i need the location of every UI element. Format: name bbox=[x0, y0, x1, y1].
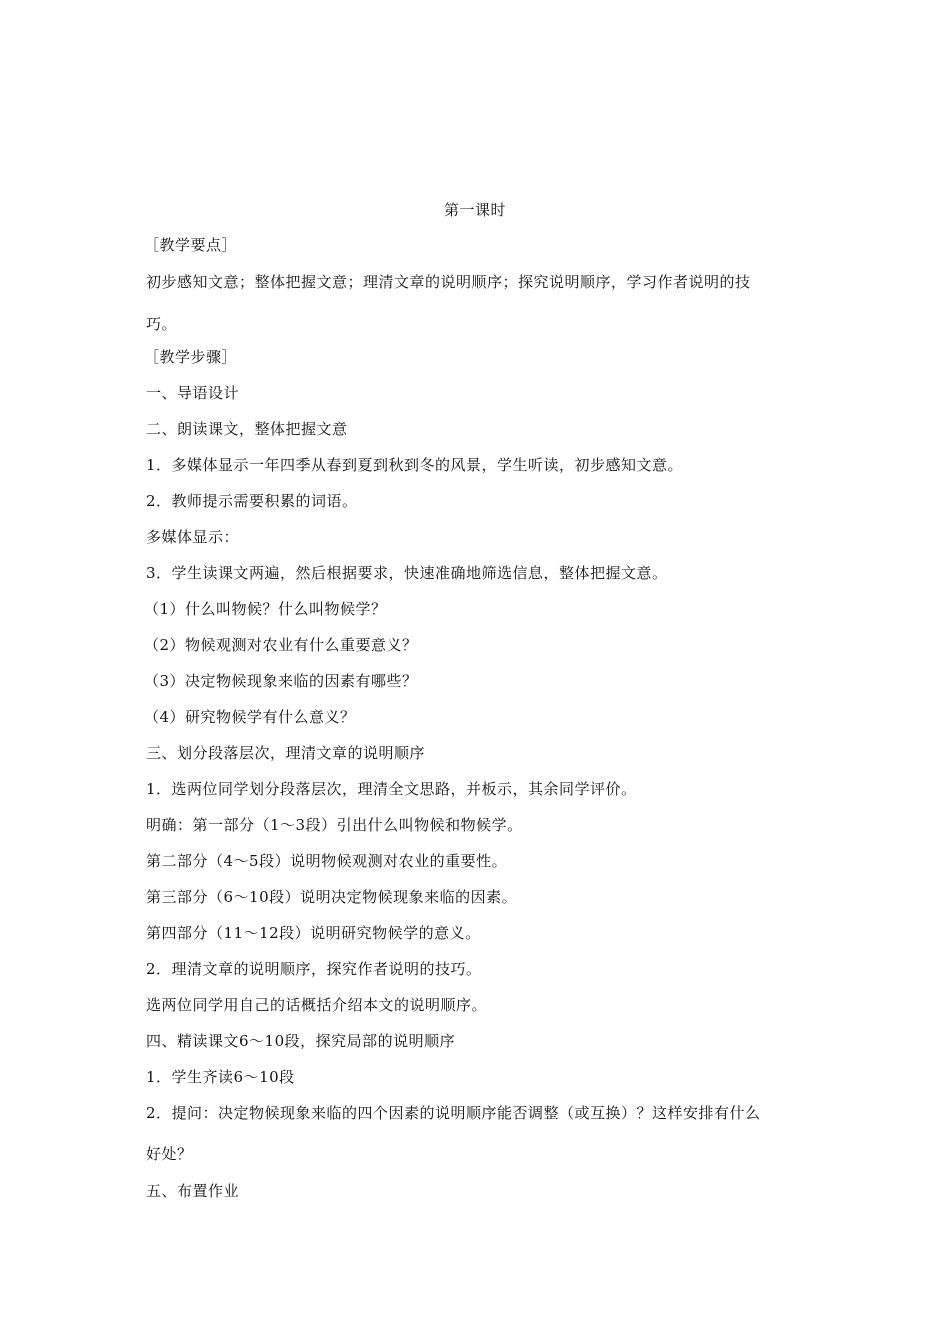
paragraph-line: 第四部分（11～12段）说明研究物候学的意义。 bbox=[146, 924, 481, 942]
paragraph-line: 巧。 bbox=[146, 315, 178, 333]
step-heading: 五、布置作业 bbox=[146, 1182, 240, 1200]
paragraph-line: 2．提问：决定物候现象来临的四个因素的说明顺序能否调整（或互换）？这样安排有什么 bbox=[146, 1104, 761, 1122]
paragraph-line: 1．选两位同学划分段落层次，理清全文思路，并板示，其余同学评价。 bbox=[146, 780, 637, 798]
step-heading: 一、导语设计 bbox=[146, 384, 240, 402]
question-item: （1）什么叫物候？什么叫物候学？ bbox=[144, 600, 387, 618]
step-heading: 三、划分段落层次，理清文章的说明顺序 bbox=[146, 744, 426, 762]
paragraph-line: 初步感知文意；整体把握文意；理清文章的说明顺序；探究说明顺序，学习作者说明的技 bbox=[146, 273, 751, 291]
section-heading-teaching-steps: ［教学步骤］ bbox=[144, 348, 238, 366]
question-item: （2）物候观测对农业有什么重要意义？ bbox=[144, 636, 418, 654]
paragraph-line: 第二部分（4～5段）说明物候观测对农业的重要性。 bbox=[146, 852, 508, 870]
paragraph-line: 2．教师提示需要积累的词语。 bbox=[146, 492, 358, 510]
paragraph-line: 1．多媒体显示一年四季从春到夏到秋到冬的风景，学生听读，初步感知文意。 bbox=[146, 456, 684, 474]
paragraph-line: 1．学生齐读6～10段 bbox=[146, 1068, 295, 1086]
paragraph-line: 明确：第一部分（1～3段）引出什么叫物候和物候学。 bbox=[146, 816, 523, 834]
section-heading-teaching-points: ［教学要点］ bbox=[144, 236, 238, 254]
step-heading: 二、朗读课文，整体把握文意 bbox=[146, 420, 348, 438]
step-heading: 四、精读课文6～10段，探究局部的说明顺序 bbox=[146, 1032, 456, 1050]
question-item: （4）研究物候学有什么意义？ bbox=[144, 708, 356, 726]
paragraph-line: 3．学生读课文两遍，然后根据要求，快速准确地筛选信息，整体把握文意。 bbox=[146, 564, 668, 582]
paragraph-line: 2．理清文章的说明顺序，探究作者说明的技巧。 bbox=[146, 960, 482, 978]
paragraph-line: 选两位同学用自己的话概括介绍本文的说明顺序。 bbox=[146, 996, 488, 1014]
paragraph-line: 多媒体显示： bbox=[146, 528, 240, 546]
paragraph-line: 好处？ bbox=[146, 1145, 193, 1163]
question-item: （3）决定物候现象来临的因素有哪些？ bbox=[144, 672, 418, 690]
paragraph-line: 第三部分（6～10段）说明决定物候现象来临的因素。 bbox=[146, 888, 518, 906]
lesson-title: 第一课时 bbox=[443, 201, 506, 219]
